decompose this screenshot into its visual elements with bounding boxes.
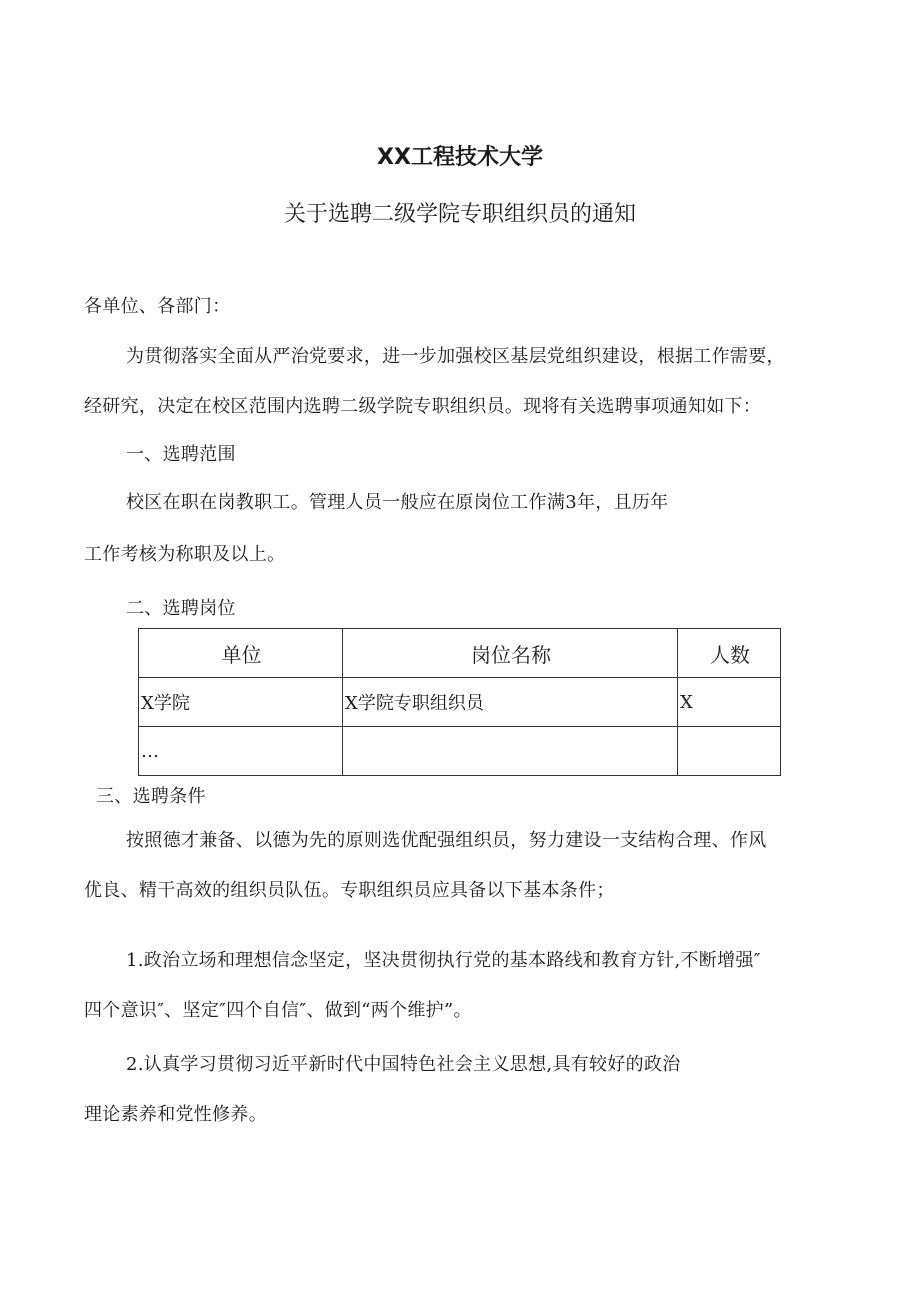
- positions-table: [138, 628, 781, 776]
- table-cell-position: [343, 727, 678, 776]
- salutation: 各单位、各部门：: [84, 296, 231, 317]
- document-title-university: XX工程技术大学: [377, 145, 543, 170]
- table-header-unit: 单位: [139, 629, 343, 678]
- table-header-row: [139, 629, 781, 678]
- section1-heading: 一、选聘范围: [126, 444, 236, 465]
- section2-heading: 二、选聘岗位: [126, 598, 236, 619]
- section3-heading: 三、选聘条件: [96, 786, 206, 807]
- table-cell-unit: X学院: [139, 678, 343, 727]
- table-cell-position: X学院专职组织员: [343, 678, 678, 727]
- condition-item2-line1: 2.认真学习贯彻习近平新时代中国特色社会主义思想,具有较好的政治: [126, 1054, 681, 1075]
- intro-paragraph-line1: 为贯彻落实全面从严治党要求，进一步加强校区基层党组织建设，根据工作需要，: [126, 346, 785, 367]
- section3-intro-line2: 优良、精干高效的组织员队伍。专职组织员应具备以下基本条件；: [84, 880, 615, 901]
- table-cell-count: [678, 727, 781, 776]
- table-cell-unit: …: [139, 727, 343, 776]
- table-cell-count: X: [678, 678, 781, 727]
- section3-intro-line1: 按照德才兼备、以德为先的原则选优配强组织员，努力建设一支结构合理、作风: [126, 830, 767, 851]
- condition-item2-line2: 理论素养和党性修养。: [84, 1104, 267, 1125]
- table-header-position: 岗位名称: [343, 629, 678, 678]
- table-row: [139, 678, 781, 727]
- section1-text-line1: 校区在职在岗教职工。管理人员一般应在原岗位工作满3年，且历年: [126, 492, 669, 513]
- condition-item1-line1: 1.政治立场和理想信念坚定，坚决贯彻执行党的基本路线和教育方针,不断增强″: [126, 950, 761, 971]
- section1-text-line2: 工作考核为称职及以上。: [84, 544, 286, 565]
- table-header-count: 人数: [678, 629, 781, 678]
- table-row: [139, 727, 781, 776]
- intro-paragraph-line2: 经研究，决定在校区范围内选聘二级学院专职组织员。现将有关选聘事项通知如下：: [84, 396, 762, 417]
- condition-item1-line2: 四个意识″、坚定″四个自信″、做到“两个维护”。: [84, 1000, 472, 1021]
- document-title-notice: 关于选聘二级学院专职组织员的通知: [283, 202, 636, 227]
